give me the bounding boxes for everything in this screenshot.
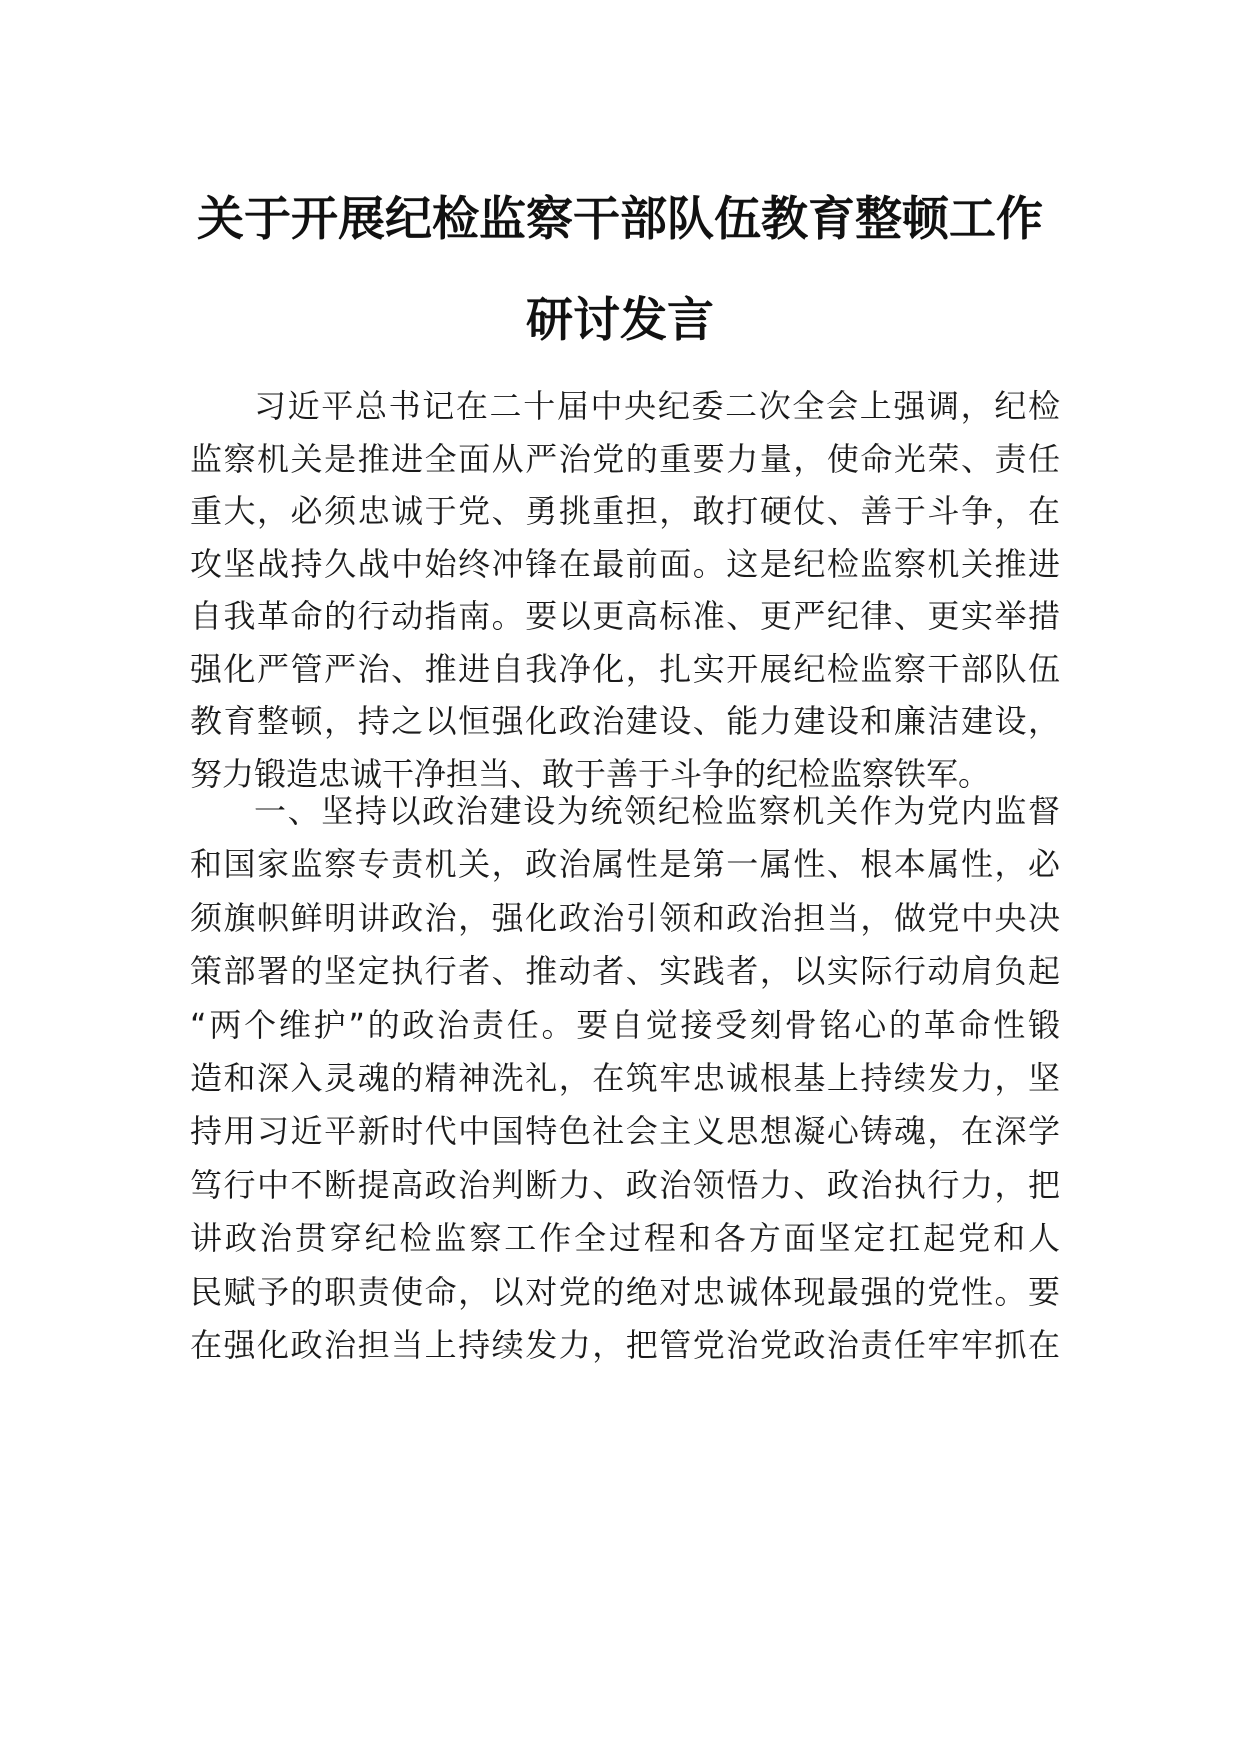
paragraph-line: “两个维护”的政治责任。要自觉接受刻骨铭心的革命性锻 bbox=[190, 1005, 1060, 1044]
paragraph-section-one bbox=[190, 785, 1060, 1372]
paragraph-line: 须旗帜鲜明讲政治，强化政治引领和政治担当，做党中央决 bbox=[190, 898, 1060, 937]
document-title-line-1: 关于开展纪检监察干部队伍教育整顿工作 bbox=[197, 192, 1043, 247]
paragraph-line: 自我革命的行动指南。要以更高标准、更严纪律、更实举措 bbox=[190, 597, 1060, 635]
paragraph-intro bbox=[190, 380, 1060, 800]
paragraph-line: 强化严管严治、推进自我净化，扎实开展纪检监察干部队伍 bbox=[190, 649, 1060, 688]
paragraph-line: 讲政治贯穿纪检监察工作全过程和各方面坚定扛起党和人 bbox=[190, 1219, 1060, 1258]
paragraph-line: 努力锻造忠诚干净担当、敢于善于斗争的纪检监察铁军。 bbox=[190, 754, 991, 793]
paragraph-line: 民赋予的职责使命，以对党的绝对忠诚体现最强的党性。要 bbox=[190, 1272, 1060, 1311]
paragraph-line: 教育整顿，持之以恒强化政治建设、能力建设和廉洁建设， bbox=[190, 702, 1060, 740]
paragraph-line: 笃行中不断提高政治判断力、政治领悟力、政治执行力，把 bbox=[190, 1165, 1060, 1204]
paragraph-line: 攻坚战持久战中始终冲锋在最前面。这是纪检监察机关推进 bbox=[190, 544, 1060, 583]
paragraph-line: 策部署的坚定执行者、推动者、实践者，以实际行动肩负起 bbox=[190, 952, 1060, 991]
paragraph-line: 和国家监察专责机关，政治属性是第一属性、根本属性，必 bbox=[190, 845, 1060, 884]
paragraph-line: 重大，必须忠诚于党、勇挑重担，敢打硬仗、善于斗争，在 bbox=[190, 492, 1060, 530]
paragraph-line: 习近平总书记在二十届中央纪委二次全会上强调，纪检 bbox=[254, 387, 1060, 425]
paragraph-line: 一、坚持以政治建设为统领纪检监察机关作为党内监督 bbox=[254, 792, 1060, 830]
paragraph-line: 造和深入灵魂的精神洗礼，在筑牢忠诚根基上持续发力，坚 bbox=[190, 1058, 1060, 1097]
paragraph-line: 监察机关是推进全面从严治党的重要力量，使命光荣、责任 bbox=[190, 439, 1060, 478]
paragraph-line: 持用习近平新时代中国特色社会主义思想凝心铸魂，在深学 bbox=[190, 1112, 1060, 1151]
document-title-line-2: 研讨发言 bbox=[526, 293, 714, 348]
paragraph-line: 在强化政治担当上持续发力，把管党治党政治责任牢牢抓在 bbox=[190, 1325, 1060, 1364]
